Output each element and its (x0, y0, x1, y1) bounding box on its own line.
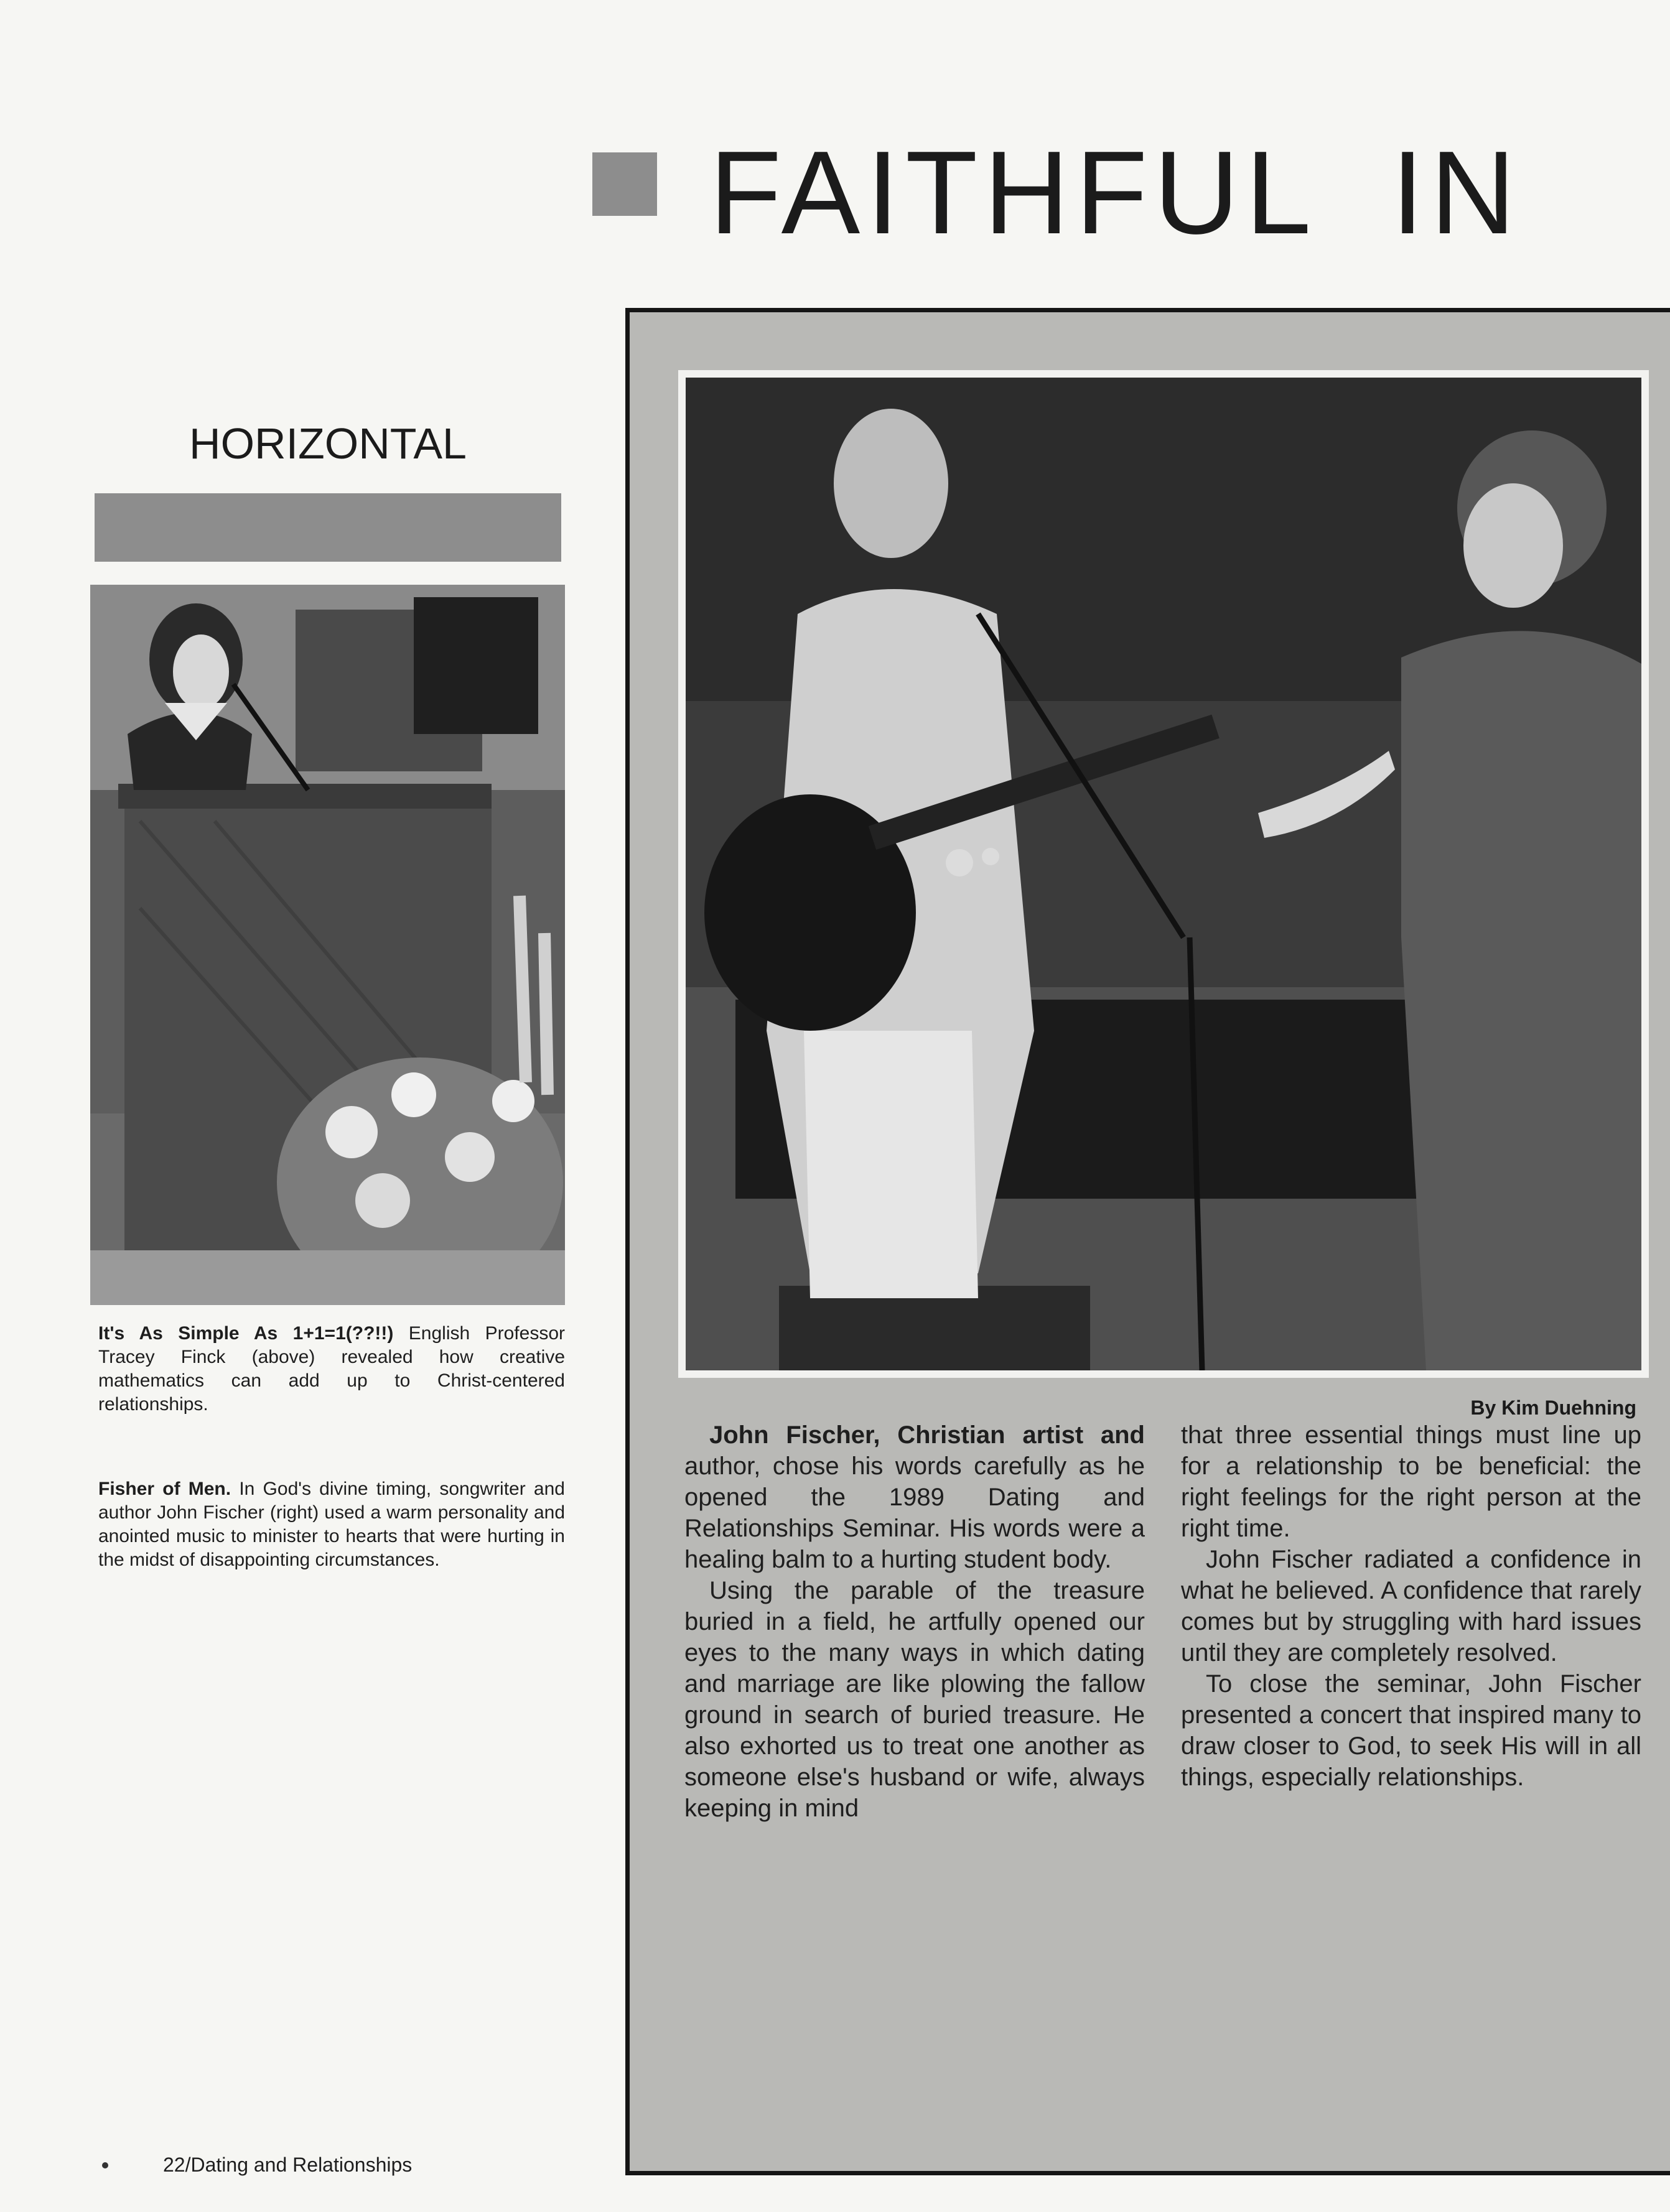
article-paragraph: John Fischer radiated a confidence in what he believed. A confidence that rarely comes but by struggling with hard issues until they are completely resolved. (1181, 1546, 1641, 1666)
article-paragraph (684, 1420, 1145, 1575)
article-lead-text: author, chose his words carefully as he opened the 1989 Dating and Relationships Seminar. His words were a healing balm to a hurting student body. (684, 1452, 1145, 1573)
article-column-2 (1181, 1420, 1641, 1793)
article-paragraph: that three essential things must line up for a relationship to be beneficial: the right feelings for the right person at the right time. (1181, 1421, 1641, 1542)
article-paragraph: Using the parable of the treasure buried in a field, he artfully opened our eyes to the many ways in which dating and marriage are like plowing the fallow ground in search of buried treasure. He also exhorted us to treat one another as someone else's husband or wife, always keeping in mind (684, 1577, 1145, 1822)
photo-john-fischer-guitar (686, 378, 1641, 1370)
caption-professor (98, 1322, 565, 1416)
folio-dot (102, 2162, 108, 2168)
page-folio: 22/Dating and Relationships (163, 2154, 413, 2176)
article-byline: By Kim Duehning (1470, 1396, 1636, 1419)
article-lead-bold: John Fischer, Christian artist and (709, 1421, 1145, 1449)
caption-fischer-lead: Fisher of Men. (98, 1479, 231, 1499)
caption-fischer-text: In God's divine timing, songwriter and author John Fischer (right) used a warm personality and anointed music to minister to hearts that were hurting in the midst of disappointing circumstances. (98, 1479, 565, 1570)
caption-professor-text: English Professor Tracey Finck (above) revealed how creative mathematics can add up to Christ-centered relationships. (98, 1323, 565, 1415)
article-paragraph: To close the seminar, John Fischer presented a concert that inspired many to draw closer to God, to seek His will in all things, especially relationships. (1181, 1670, 1641, 1791)
caption-fischer (98, 1477, 565, 1572)
page-title: FAITHFUL IN (709, 127, 1522, 259)
title-square-mark (592, 152, 657, 216)
article-column-1 (684, 1420, 1145, 1824)
caption-professor-lead: It's As Simple As 1+1=1(??!!) (98, 1323, 394, 1344)
page-subtitle: HORIZONTAL (189, 419, 467, 468)
subtitle-bar (95, 493, 561, 562)
photo-professor-podium (90, 585, 565, 1305)
